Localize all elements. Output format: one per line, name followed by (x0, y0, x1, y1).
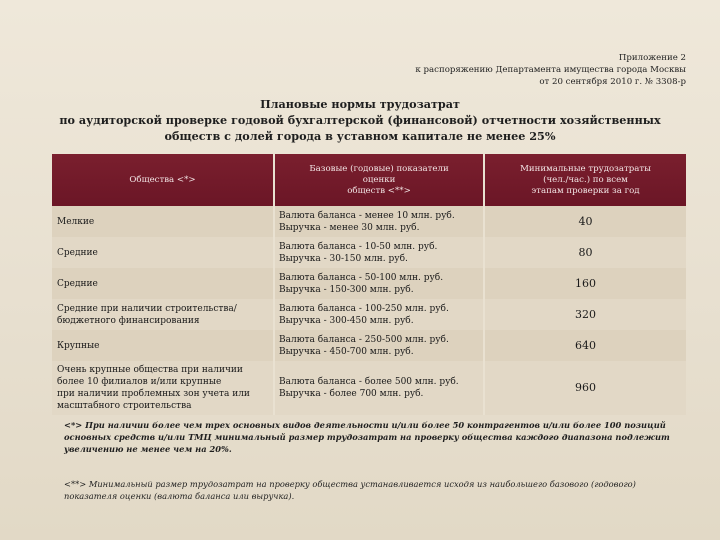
society-cell: Средние при наличии строительства/ бюджетного финансирования (52, 299, 274, 330)
table-row (52, 206, 686, 237)
range-cell: Валюта баланса - 250-500 млн. руб. Выручка - 450-700 млн. руб. (274, 330, 484, 361)
title-line: по аудиторской проверке годовой бухгалтерской (финансовой) отчетности хозяйственных (59, 113, 661, 127)
title-line: Плановые нормы трудозатрат (260, 97, 460, 111)
hours-cell: 640 (484, 330, 686, 361)
hours-cell: 960 (484, 361, 686, 415)
footnote-1: <*> При наличии более чем трех основных видов деятельности и/или более 50 контрагентов и/или более 100 позиций основных средств и/или ТМЦ минимальный размер трудозатрат на проверку общества каждого диапазона подлежит увеличению не менее чем на 20%. (64, 420, 670, 454)
header-base-indicators: Базовые (годовые) показатели оценки обществ <**> (274, 154, 484, 206)
range-cell: Валюта баланса - 50-100 млн. руб. Выручка - 150-300 млн. руб. (274, 268, 484, 299)
header-society: Общества <*> (52, 154, 274, 206)
society-cell: Средние (52, 268, 274, 299)
table-row (52, 361, 686, 415)
table-row (52, 268, 686, 299)
table-row (52, 330, 686, 361)
hours-cell: 40 (484, 206, 686, 237)
appendix-line: Приложение 2 (618, 53, 686, 63)
labor-norms-table (52, 154, 686, 415)
society-cell: Очень крупные общества при наличии более 10 филиалов и/или крупные при наличии проблемных зон учета или масштабного строительства (52, 361, 274, 415)
society-cell: Крупные (52, 330, 274, 361)
range-cell: Валюта баланса - более 500 млн. руб. Выручка - более 700 млн. руб. (274, 361, 484, 415)
range-cell: Валюта баланса - 10-50 млн. руб. Выручка - 30-150 млн. руб. (274, 237, 484, 268)
range-cell: Валюта баланса - менее 10 млн. руб. Выручка - менее 30 млн. руб. (274, 206, 484, 237)
table-row (52, 299, 686, 330)
society-cell: Средние (52, 237, 274, 268)
footnote-2: <**> Минимальный размер трудозатрат на проверку общества устанавливается исходя из наибольшего базового (годового) показателя оценки (валюта баланса или выручка). (64, 479, 636, 501)
hours-cell: 160 (484, 268, 686, 299)
hours-cell: 80 (484, 237, 686, 268)
society-cell: Мелкие (52, 206, 274, 237)
range-cell: Валюта баланса - 100-250 млн. руб. Выручка - 300-450 млн. руб. (274, 299, 484, 330)
header-min-hours: Минимальные трудозатраты (чел./час.) по всем этапам проверки за год (484, 154, 686, 206)
document-title (40, 96, 680, 144)
appendix-note (415, 52, 686, 88)
title-line: обществ с долей города в уставном капитале не менее 25% (164, 129, 556, 143)
hours-cell: 320 (484, 299, 686, 330)
table-header-row (52, 154, 686, 206)
table-row (52, 237, 686, 268)
appendix-line: к распоряжению Департамента имущества города Москвы (415, 65, 686, 75)
appendix-line: от 20 сентября 2010 г. № 3308-р (539, 77, 686, 87)
